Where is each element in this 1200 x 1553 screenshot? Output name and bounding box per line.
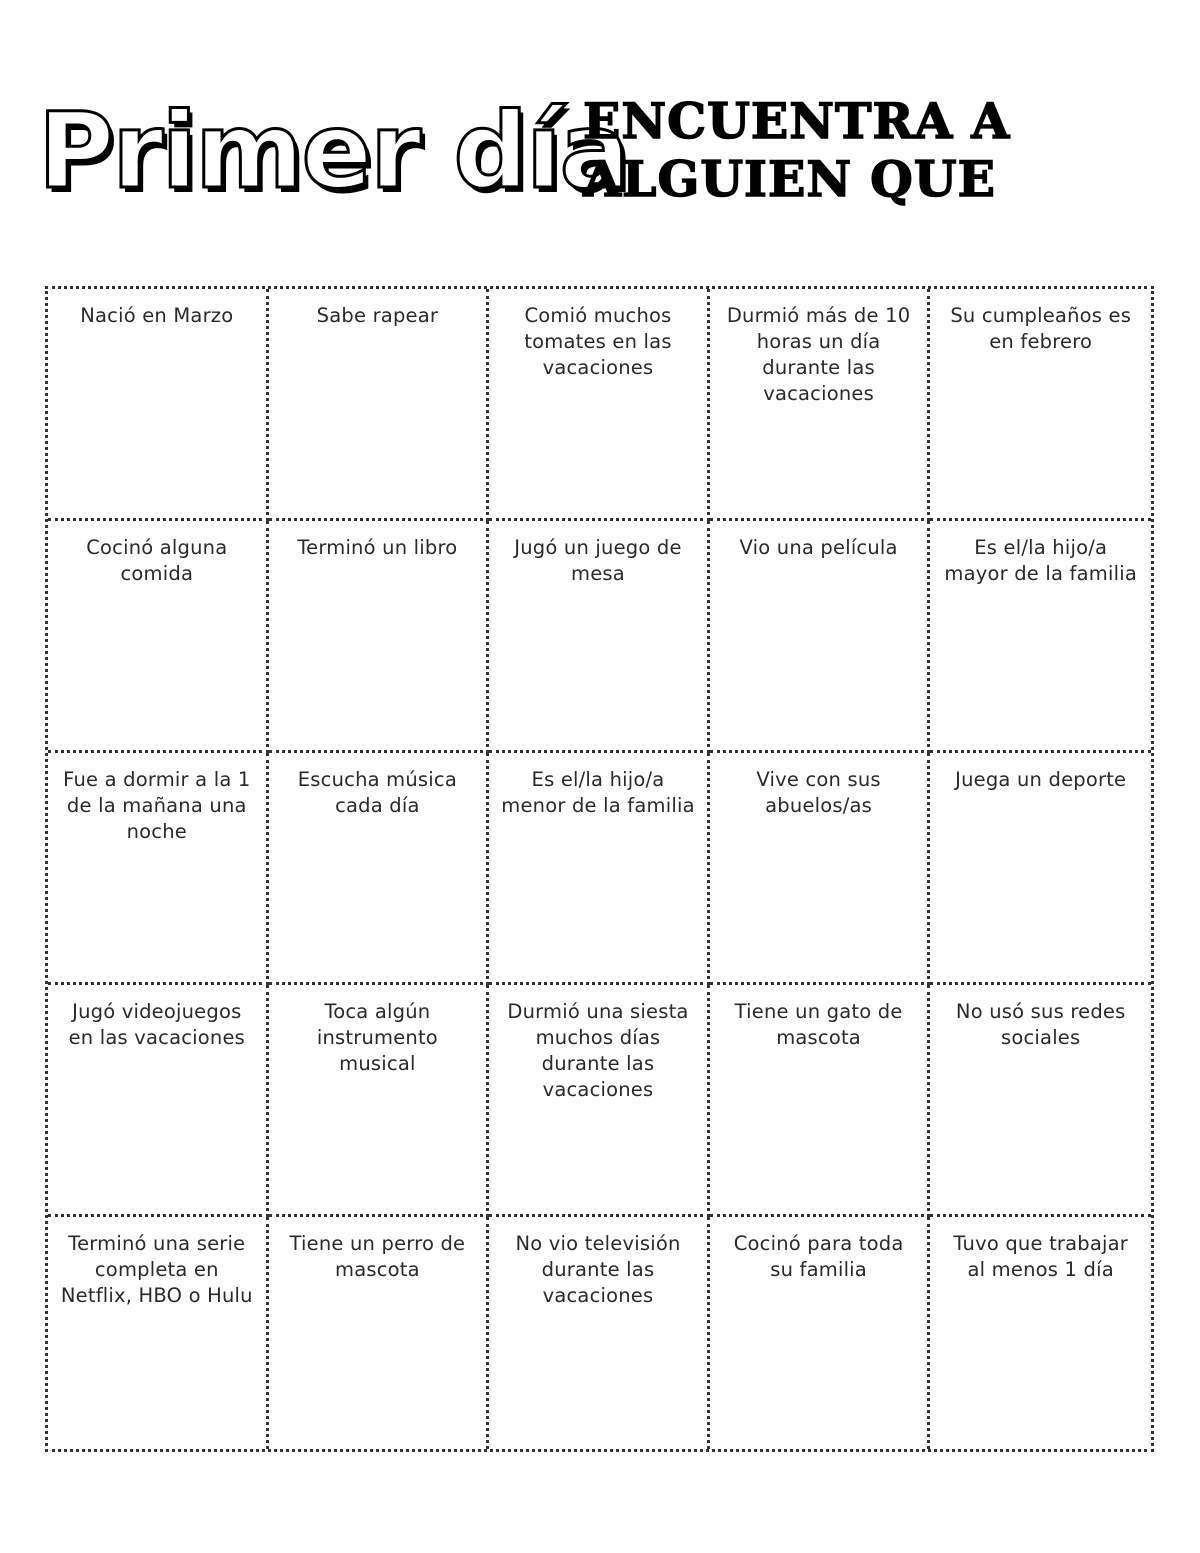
bingo-cell: Fue a dormir a la 1 de la mañana una noche — [48, 753, 269, 985]
bingo-cell: Terminó una serie completa en Netflix, HBO o Hulu — [48, 1217, 269, 1449]
bingo-cell: No usó sus redes sociales — [930, 985, 1151, 1217]
bingo-cell: Es el/la hijo/a menor de la familia — [489, 753, 710, 985]
subtitle-line-1: ENCUENTRA A — [583, 92, 1011, 150]
bingo-cell: Tuvo que trabajar al menos 1 día — [953, 1232, 1129, 1281]
bingo-cell: Durmió una siesta muchos días durante las vacaciones — [489, 985, 710, 1217]
bingo-cell: Cocinó alguna comida — [48, 521, 269, 753]
bingo-cell: Es el/la hijo/a mayor de la familia — [930, 521, 1151, 753]
bingo-cell: Vive con sus abuelos/as — [710, 753, 931, 985]
bingo-cell: Comió muchos tomates en las vacaciones — [489, 289, 710, 521]
bingo-cell: Su cumpleaños es en febrero — [930, 289, 1151, 521]
bingo-cell: Nació en Marzo — [48, 289, 269, 521]
bingo-cell: Juega un deporte — [930, 753, 1151, 985]
bingo-grid — [45, 286, 1154, 1452]
bingo-cell: Jugó un juego de mesa — [489, 521, 710, 753]
bingo-cell: Cocinó para toda su familia — [710, 1217, 931, 1449]
worksheet-header — [38, 86, 1168, 216]
bingo-cell: Durmió más de 10 horas un día durante las vacaciones — [710, 289, 931, 521]
bingo-cell: Terminó un libro — [269, 521, 490, 753]
bingo-cell: Vio una película — [710, 521, 931, 753]
bingo-cell: Jugó videojuegos en las vacaciones — [48, 985, 269, 1217]
bingo-cell: Sabe rapear — [269, 289, 490, 521]
bingo-cell: Escucha música cada día — [269, 753, 490, 985]
bingo-cell: Tiene un gato de mascota — [710, 985, 931, 1217]
bingo-cell: No vio televisión durante las vacaciones — [489, 1217, 710, 1449]
page-title: Primer día — [38, 90, 628, 212]
page-subtitle — [583, 92, 1010, 208]
bingo-cell: Toca algún instrumento musical — [269, 985, 490, 1217]
subtitle-line-2: ALGUIEN QUE — [583, 150, 996, 208]
bingo-cell: Tiene un perro de mascota — [269, 1217, 490, 1449]
